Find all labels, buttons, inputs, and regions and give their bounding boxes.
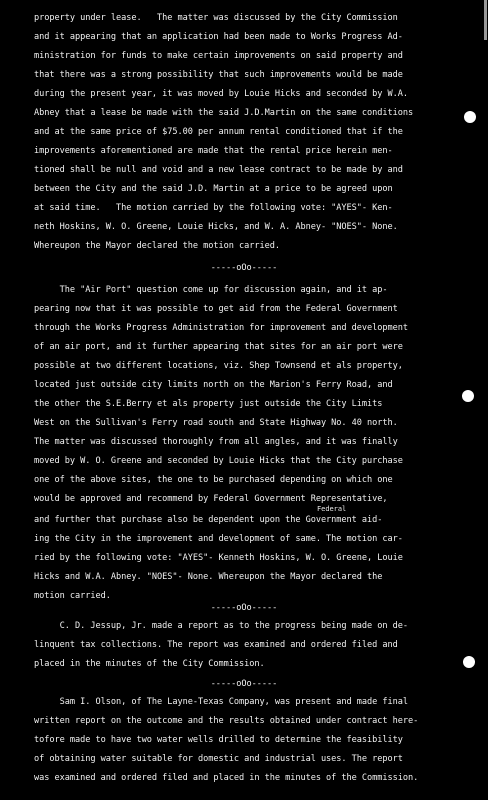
text-line: property under lease. The matter was discussed by the City Commission bbox=[34, 13, 398, 23]
text-line: pearing now that it was possible to get aid from the Federal Government bbox=[34, 304, 398, 314]
text-line: neth Hoskins, W. O. Greene, Louie Hicks, and W. A. Abney- "NOES"- None. bbox=[34, 222, 398, 232]
text-line: tioned shall be null and void and a new lease contract to be made by and bbox=[34, 165, 403, 175]
text-line: of an air port, and it further appearing that sites for an air port were bbox=[34, 342, 403, 352]
text-line: The matter was discussed thoroughly from all angles, and it was finally bbox=[34, 437, 398, 447]
text-line: motion carried. bbox=[34, 591, 111, 601]
text-line: the other the S.E.Berry et als property just outside the City Limits bbox=[34, 399, 383, 409]
section-separator: -----oOo----- bbox=[210, 263, 278, 273]
text-line: would be approved and recommend by Federal Government Representative, bbox=[34, 494, 388, 504]
text-line: ministration for funds to make certain improvements on said property and bbox=[34, 51, 403, 61]
section-separator: -----oOo----- bbox=[210, 603, 278, 613]
text-line: one of the above sites, the one to be purchased depending on which one bbox=[34, 475, 393, 485]
text-line: ing the City in the improvement and development of same. The motion car- bbox=[34, 534, 403, 544]
punch-hole bbox=[462, 390, 474, 402]
text-line: placed in the minutes of the City Commission. bbox=[34, 659, 265, 669]
text-line: Sam I. Olson, of The Layne-Texas Company, was present and made final bbox=[34, 697, 409, 707]
text-line: The "Air Port" question come up for discussion again, and it ap- bbox=[34, 285, 388, 295]
text-line: West on the Sullivan's Ferry road south and State Highway No. 40 north. bbox=[34, 418, 398, 428]
interlineation: Federal bbox=[317, 505, 347, 513]
text-line: possible at two different locations, viz. Shep Townsend et als property, bbox=[34, 361, 403, 371]
text-line: was examined and ordered filed and placed in the minutes of the Commission. bbox=[34, 773, 419, 783]
text-line: Abney that a lease be made with the said J.D.Martin on the same conditions bbox=[34, 108, 414, 118]
text-line: linquent tax collections. The report was examined and ordered filed and bbox=[34, 640, 398, 650]
punch-hole bbox=[463, 656, 475, 668]
text-line: improvements aforementioned are made that the rental price herein men- bbox=[34, 146, 393, 156]
text-line: and at the same price of $75.00 per annum rental conditioned that if the bbox=[34, 127, 403, 137]
text-line: between the City and the said J.D. Martin at a price to be agreed upon bbox=[34, 184, 393, 194]
text-line: ried by the following vote: "AYES"- Kenneth Hoskins, W. O. Greene, Louie bbox=[34, 553, 403, 563]
section-separator: -----oOo----- bbox=[210, 679, 278, 689]
text-line: of obtaining water suitable for domestic and industrial uses. The report bbox=[34, 754, 403, 764]
text-line: Hicks and W.A. Abney. "NOES"- None. Whereupon the Mayor declared the bbox=[34, 572, 383, 582]
text-line: that there was a strong possibility that such improvements would be made bbox=[34, 70, 403, 80]
scan-edge-mark bbox=[484, 0, 487, 40]
text-line: Whereupon the Mayor declared the motion carried. bbox=[34, 241, 280, 251]
punch-hole bbox=[464, 111, 476, 123]
text-line: during the present year, it was moved by Louie Hicks and seconded by W.A. bbox=[34, 89, 409, 99]
text-line: and further that purchase also be dependent upon the Government aid- bbox=[34, 515, 383, 525]
text-line: at said time. The motion carried by the following vote: "AYES"- Ken- bbox=[34, 203, 393, 213]
text-line: through the Works Progress Administration for improvement and development bbox=[34, 323, 409, 333]
text-line: written report on the outcome and the results obtained under contract here- bbox=[34, 716, 419, 726]
text-line: located just outside city limits north on the Marion's Ferry Road, and bbox=[34, 380, 393, 390]
text-line: moved by W. O. Greene and seconded by Louie Hicks that the City purchase bbox=[34, 456, 403, 466]
text-line: and it appearing that an application had been made to Works Progress Ad- bbox=[34, 32, 403, 42]
text-line: tofore made to have two water wells drilled to determine the feasibility bbox=[34, 735, 403, 745]
text-line: C. D. Jessup, Jr. made a report as to the progress being made on de- bbox=[34, 621, 409, 631]
